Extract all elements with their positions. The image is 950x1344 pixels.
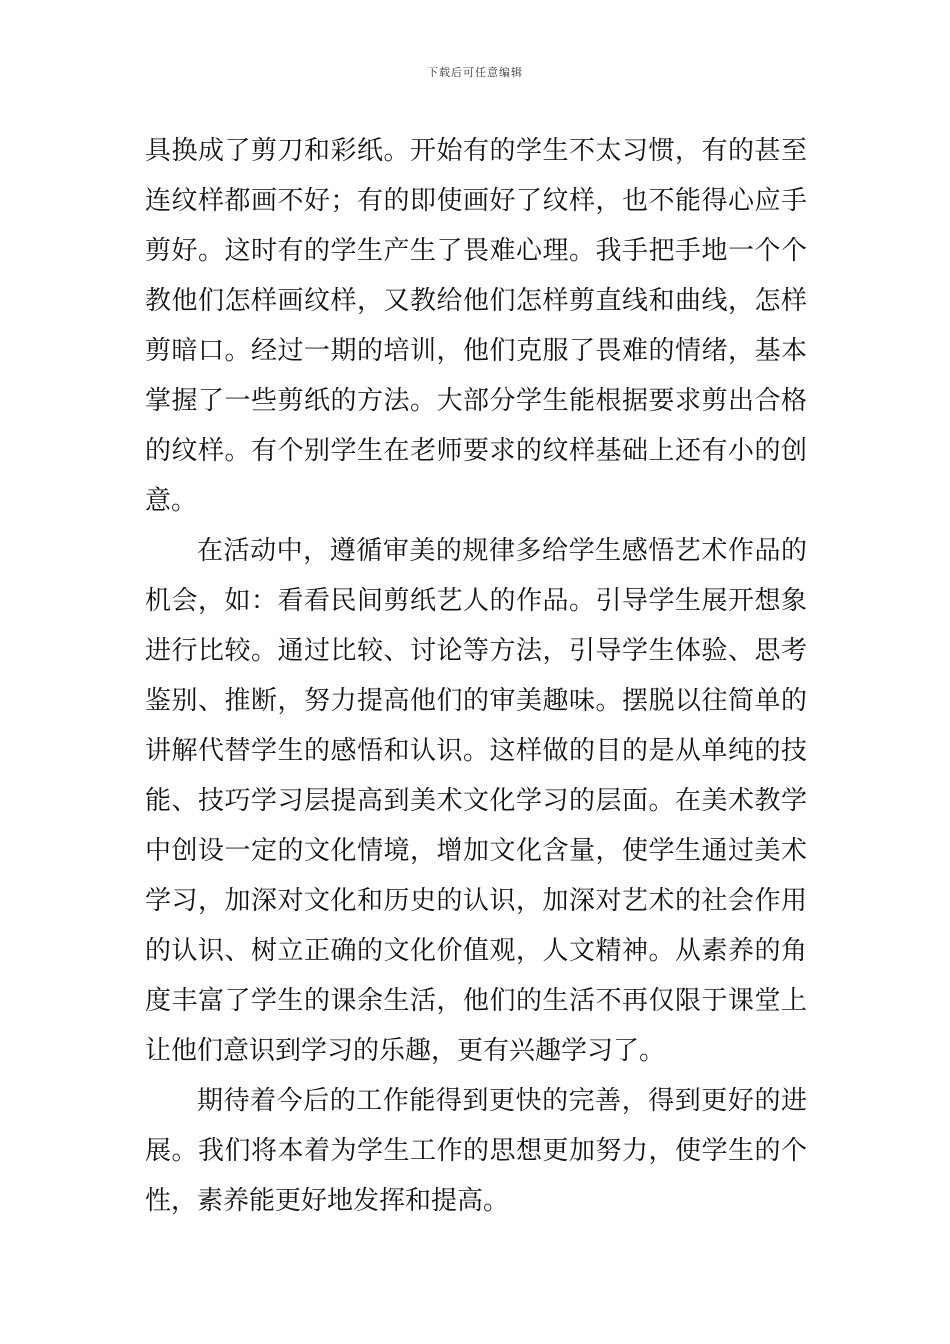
paragraph-continued: 具换成了剪刀和彩纸。开始有的学生不太习惯，有的甚至连纹样都画不好；有的即使画好了纹样，也不能得心应手剪好。这时有的学生产生了畏难心理。我手把手地一个个教他们怎样画纹样，又教给他们怎样剪直线和曲线，怎样剪暗口。经过一期的培训，他们克服了畏难的情绪，基本掌握了一些剪纸的方法。大部分学生能根据要求剪出合格的纹样。有个别学生在老师要求的纹样基础上还有小的创意。 (145, 136, 807, 516)
paragraph-activity: 在活动中，遵循审美的规律多给学生感悟艺术作品的机会，如：看看民间剪纸艺人的作品。引导学生展开想象进行比较。通过比较、讨论等方法，引导学生体验、思考鉴别、推断，努力提高他们的审美趣味。摆脱以往简单的讲解代替学生的感悟和认识。这样做的目的是从单纯的技能、技巧学习层提高到美术文化学习的层面。在美术教学中创设一定的文化情境，增加文化含量，使学生通过美术学习，加深对文化和历史的认识，加深对艺术的社会作用的认识、树立正确的文化价值观，人文精神。从素养的角度丰富了学生的课余生活，他们的生活不再仅限于课堂上让他们意识到学习的乐趣，更有兴趣学习了。 (145, 536, 807, 1066)
document-body (145, 126, 807, 1226)
page-header: 下载后可任意编辑 (427, 66, 523, 79)
paragraph-outlook: 期待着今后的工作能得到更快的完善，得到更好的进展。我们将本着为学生工作的思想更加努力，使学生的个性，素养能更好地发挥和提高。 (145, 1086, 807, 1216)
